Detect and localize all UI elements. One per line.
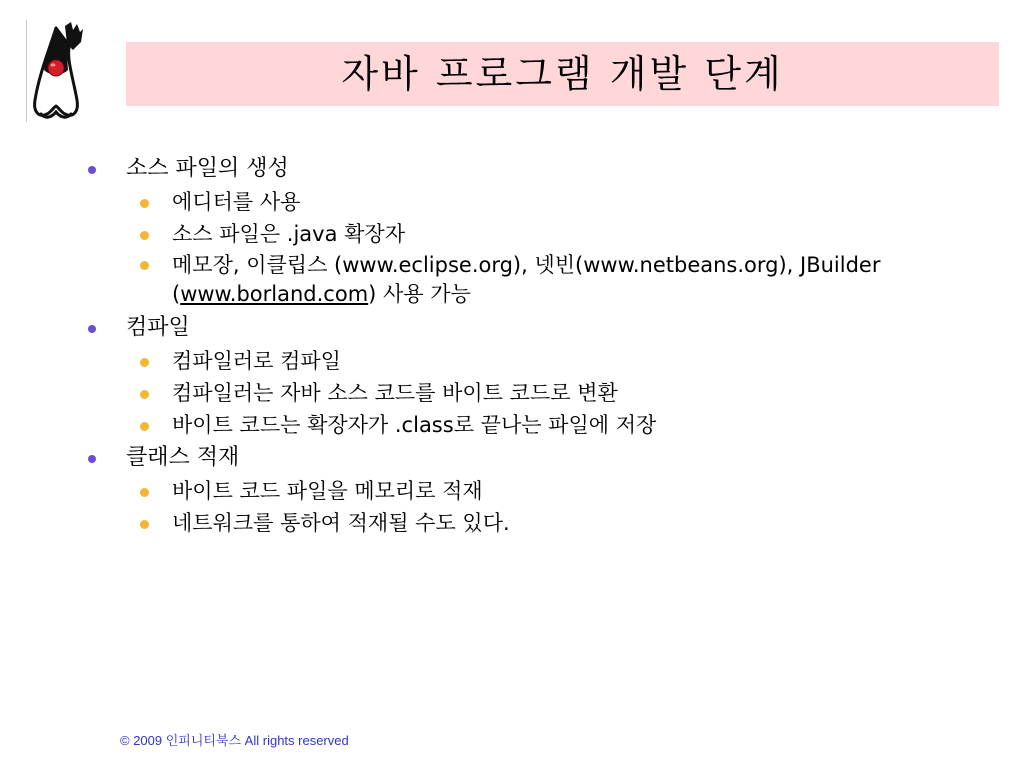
borland-link[interactable]: www.borland.com [180, 282, 369, 306]
sub-bullet-item [0, 507, 1024, 539]
bullet-dot-icon [88, 166, 96, 174]
sub-bullet-text-prefix: 메모장, 이클립스 (www.eclipse.org), 넷빈(www.netbeans.org), JBuilder ( [172, 253, 881, 306]
bullet-group-source [0, 152, 1024, 311]
sub-bullet-dot-icon [140, 488, 149, 497]
sub-bullet-item [0, 250, 1024, 311]
sub-bullet-label: 에디터를 사용 [172, 190, 301, 214]
sub-bullet-item [0, 186, 1024, 218]
bullet-label: 소스 파일의 생성 [126, 156, 289, 181]
sub-bullet-dot-icon [140, 390, 149, 399]
sub-bullet-dot-icon [140, 199, 149, 208]
sub-bullet-label: 네트워크를 통하여 적재될 수도 있다. [172, 511, 510, 535]
bullet-label: 클래스 적재 [126, 445, 240, 470]
sub-bullet-label: 소스 파일은 .java 확장자 [172, 222, 405, 246]
bullet-item [0, 152, 1024, 186]
page-title: 자바 프로그램 개발 단계 [341, 52, 784, 96]
sub-bullet-item [0, 475, 1024, 507]
duke-mascot-icon [26, 20, 85, 122]
sub-bullet-item [0, 218, 1024, 250]
slide-content [0, 152, 1024, 539]
sub-bullet-item [0, 345, 1024, 377]
bullet-group-compile [0, 311, 1024, 441]
sub-bullet-label: 바이트 코드 파일을 메모리로 적재 [172, 479, 483, 503]
sub-bullet-dot-icon [140, 231, 149, 240]
sub-bullet-dot-icon [140, 520, 149, 529]
sub-bullet-label: 바이트 코드는 확장자가 .class로 끝나는 파일에 저장 [172, 413, 657, 437]
bullet-item [0, 311, 1024, 345]
bullet-label: 컴파일 [126, 315, 190, 340]
sub-bullet-label: 컴파일러는 자바 소스 코드를 바이트 코드로 변환 [172, 381, 618, 405]
sub-bullet-label: 컴파일러로 컴파일 [172, 349, 341, 373]
sub-bullet-item [0, 377, 1024, 409]
bullet-group-class-loading [0, 441, 1024, 539]
sub-bullet-dot-icon [140, 422, 149, 431]
sub-bullet-dot-icon [140, 261, 149, 270]
copyright-footer: © 2009 인피니티북스 All rights reserved [120, 733, 349, 748]
sub-bullet-item [0, 409, 1024, 441]
bullet-dot-icon [88, 455, 96, 463]
bullet-dot-icon [88, 325, 96, 333]
title-bar [126, 42, 999, 106]
sub-bullet-text-suffix: ) 사용 가능 [368, 282, 471, 306]
sub-bullet-dot-icon [140, 358, 149, 367]
bullet-item [0, 441, 1024, 475]
